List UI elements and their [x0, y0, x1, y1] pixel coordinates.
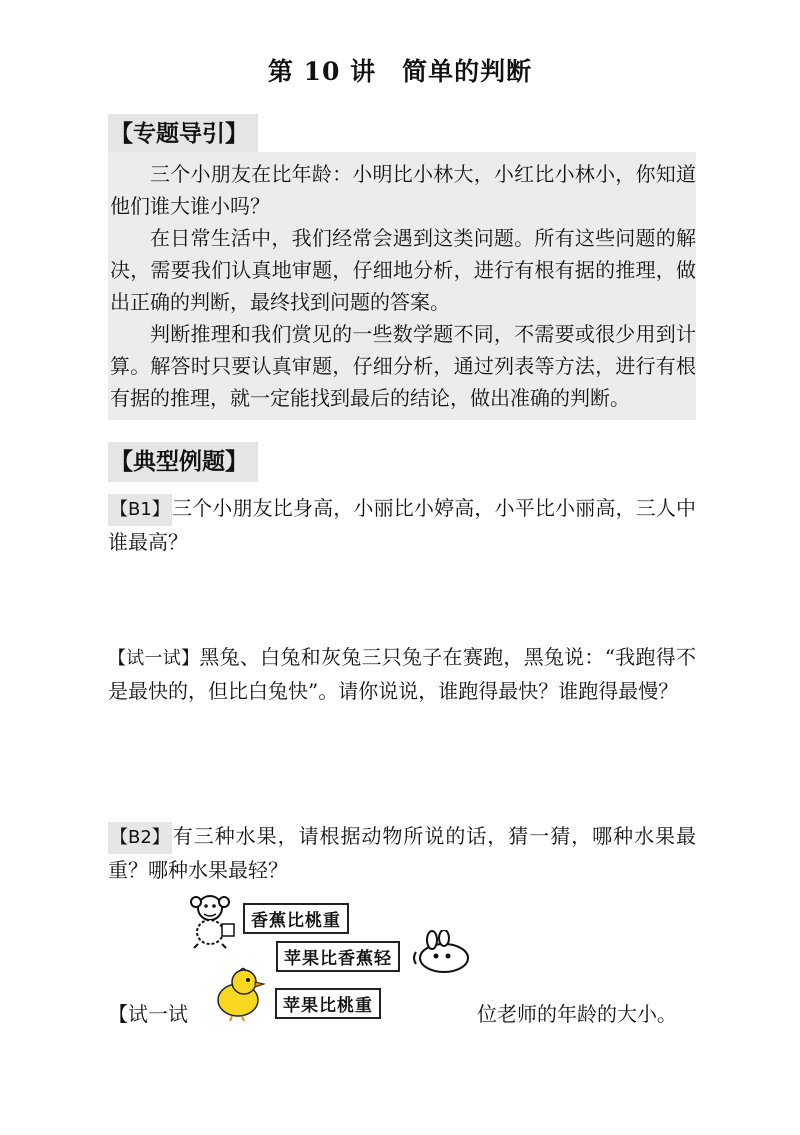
try-it-1 [108, 641, 696, 707]
try-it-2-tag: 【试一试 [108, 1002, 188, 1026]
section-header-examples: 【典型例题】 [108, 442, 258, 482]
page-title: 第 10 讲 简单的判断 [267, 57, 533, 86]
example-b1-tag: 【B1】 [108, 494, 172, 526]
rabbit-icon [410, 930, 472, 978]
speech-chick: 苹果比桃重 [275, 988, 381, 1019]
monkey-icon [182, 890, 242, 950]
example-b1 [108, 492, 696, 558]
example-b2 [108, 820, 696, 886]
try-it-1-tag: 【试一试】 [108, 648, 200, 669]
example-b2-tag: 【B2】 [108, 822, 172, 854]
example-b2-text: 有三种水果，请根据动物所说的话，猜一猜，哪种水果最重？哪种水果最轻？ [108, 824, 696, 882]
intro-paragraph-3: 判断推理和我们赏见的一些数学题不同，不需要或很少用到计算。解答时只要认真审题，仔细分析，通过列表等方法，进行有根有据的推理，就一定能找到最后的结论，做出准确的判断。 [110, 322, 696, 410]
try-it-2-text: 位老师的年龄的大小。 [477, 1002, 677, 1026]
section-header-intro: 【专题导引】 [108, 114, 258, 154]
try-it-1-text: 黑兔、白兔和灰兔三只兔子在赛跑，黑兔说：“我跑得不是最快的，但比白兔快”。请你说说，谁跑得最快？谁跑得最慢？ [108, 645, 696, 703]
example-b1-text: 三个小朋友比身高，小丽比小婷高，小平比小丽高，三人中谁最高？ [108, 496, 696, 554]
intro-paragraph-2: 在日常生活中，我们经常会遇到这类问题。所有这些问题的解决，需要我们认真地审题，仔细地分析，进行有根有据的推理，做出正确的判断，最终找到问题的答案。 [110, 226, 696, 314]
chick-icon [210, 966, 270, 1022]
speech-monkey: 香蕉比桃重 [243, 903, 349, 934]
speech-rabbit: 苹果比香蕉轻 [276, 941, 400, 972]
intro-paragraph-1: 三个小朋友在比年龄：小明比小林大，小红比小林小，你知道他们谁大谁小吗？ [110, 162, 696, 218]
intro-box [108, 152, 696, 420]
